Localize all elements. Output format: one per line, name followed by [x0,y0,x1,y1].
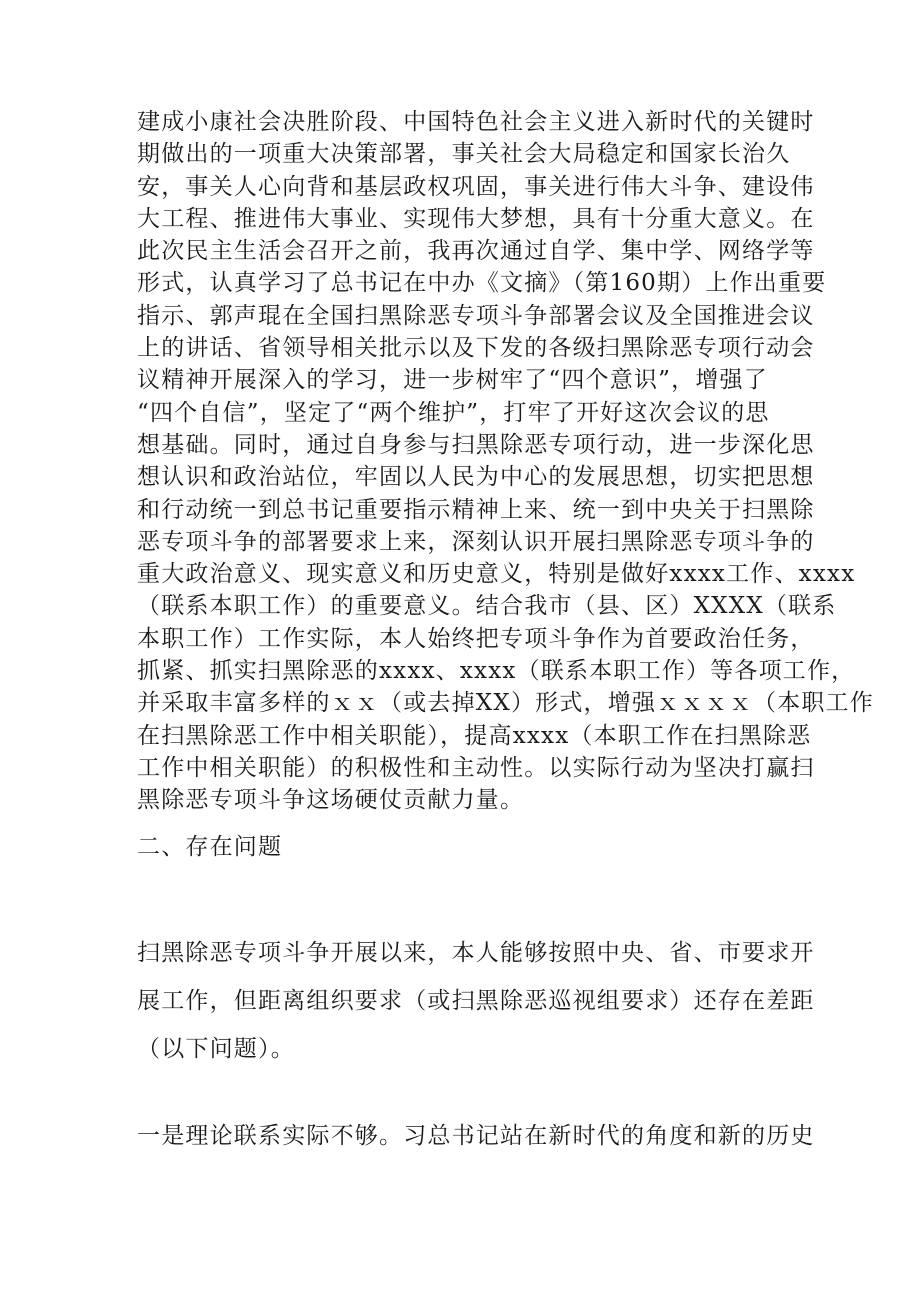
text-line: （联系本职工作）的重要意义。结合我市（县、区）XXXX（联系 [137,593,837,620]
text-line: 本职工作）工作实际，本人始终把专项斗争作为首要政治任务， [137,625,815,652]
text-line: 和行动统一到总书记重要指示精神上来、统一到中央关于扫黑除 [137,496,815,523]
text-line: 想基础。同时，通过自身参与扫黑除恶专项行动，进一步深化思 [137,431,815,458]
section-heading: 二、存在问题 [137,834,283,860]
text-line: 上的讲话、省领导相关批示以及下发的各级扫黑除恶专项行动会 [137,335,815,362]
text-line: 黑除恶专项斗争这场硬仗贡献力量。 [137,787,525,814]
paragraph-intro [137,106,874,817]
text-line: 抓紧、抓实扫黑除恶的xxxx、xxxx（联系本职工作）等各项工作， [137,658,856,685]
text-line: 大工程、推进伟大事业、实现伟大梦想，具有十分重大意义。在 [137,205,815,232]
text-line: 议精神开展深入的学习，进一步树牢了“四个意识”，增强了 [137,367,768,394]
text-line: “四个自信”，坚定了“两个维护”，打牢了开好这次会议的思 [137,399,770,426]
text-line: 在扫黑除恶工作中相关职能），提高xxxx（本职工作在扫黑除恶 [137,722,812,749]
text-line: （以下问题）。 [137,1036,295,1062]
text-line: 建成小康社会决胜阶段、中国特色社会主义进入新时代的关键时 [137,109,815,135]
text-line: 期做出的一项重大决策部署，事关社会大局稳定和国家长治久 [137,141,791,168]
text-line: 指示、郭声琨在全国扫黑除恶专项斗争部署会议及全国推进会议 [137,302,815,329]
paragraph-problems-intro [137,929,815,1073]
paragraph-problem-one: 一是理论联系实际不够。习总书记站在新时代的角度和新的历史 [137,1123,815,1149]
text-line: 恶专项斗争的部署要求上来，深刻认识开展扫黑除恶专项斗争的 [137,528,815,555]
text-line: 安，事关人心向背和基层政权巩固，事关进行伟大斗争、建设伟 [137,173,815,200]
text-line: 并采取丰富多样的ｘｘ（或去掉XX）形式，增强ｘｘｘｘ（本职工作 [137,690,874,717]
text-line: 扫黑除恶专项斗争开展以来，本人能够按照中央、省、市要求开 [137,940,815,966]
text-line: 工作中相关职能）的积极性和主动性。以实际行动为坚决打赢扫 [137,754,815,781]
text-line: 展工作，但距离组织要求（或扫黑除恶巡视组要求）还存在差距 [137,988,815,1014]
text-line: 形式，认真学习了总书记在中办《文摘》（第160期）上作出重要 [137,270,827,297]
text-line: 此次民主生活会召开之前，我再次通过自学、集中学、网络学等 [137,238,815,265]
text-line: 想认识和政治站位，牢固以人民为中心的发展思想，切实把思想 [137,464,815,491]
text-line: 重大政治意义、现实意义和历史意义，特别是做好xxxx工作、xxxx [137,561,856,588]
